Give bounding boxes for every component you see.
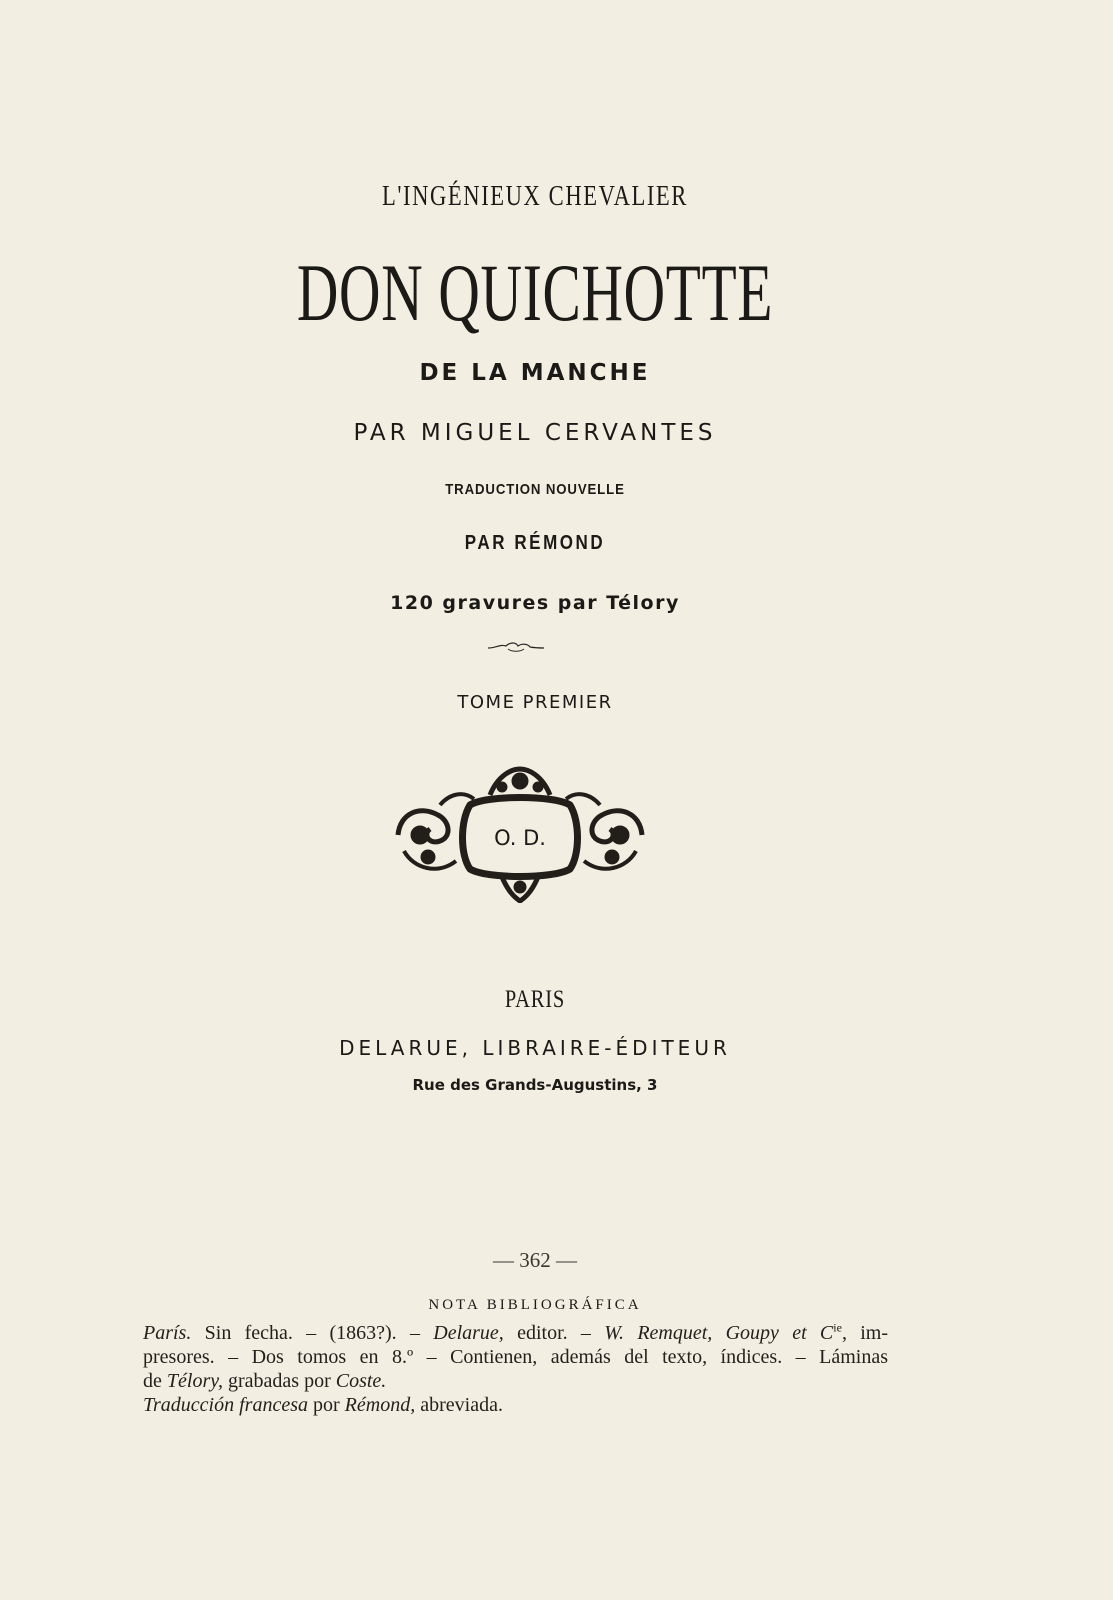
author-line: PAR MIGUEL CERVANTES xyxy=(353,420,717,446)
imprint-city: PARIS xyxy=(504,986,566,1013)
divider-ornament-icon xyxy=(486,640,546,654)
pretitle: L'INGÉNIEUX CHEVALIER xyxy=(382,180,688,212)
book-subtitle: DE LA MANCHE xyxy=(419,360,651,386)
translation-line: TRADUCTION NOUVELLE xyxy=(445,481,625,498)
note-line-3: de Télory, grabadas por Coste. xyxy=(143,1370,387,1392)
translator-line: PAR RÉMOND xyxy=(464,532,606,554)
volume-line: TOME PREMIER xyxy=(457,692,613,713)
note-line-2: presores. – Dos tomos en 8.º – Contienen, además del texto, índices. – Láminas xyxy=(143,1346,888,1368)
bibliographic-note xyxy=(143,1321,888,1417)
imprint-address: Rue des Grands-Augustins, 3 xyxy=(412,1076,658,1094)
note-city: París. xyxy=(143,1322,192,1344)
cartouche-monogram: O. D. xyxy=(494,826,546,850)
cartouche-ornament xyxy=(390,765,650,903)
page-number: — 362 — xyxy=(493,1248,577,1272)
book-title: DON QUICHOTTE xyxy=(296,247,774,338)
imprint-publisher: DELARUE, LIBRAIRE-ÉDITEUR xyxy=(339,1036,731,1060)
note-line-4: Traducción francesa por Rémond, abreviada. xyxy=(143,1394,503,1416)
engravings-line: 120 gravures par Télory xyxy=(390,592,680,614)
nota-heading: NOTA BIBLIOGRÁFICA xyxy=(428,1297,642,1313)
note-line-1: París. Sin fecha. – (1863?). – Delarue, editor. – W. Remquet, Goupy et $C^{ie}$, im- xyxy=(143,1320,888,1344)
